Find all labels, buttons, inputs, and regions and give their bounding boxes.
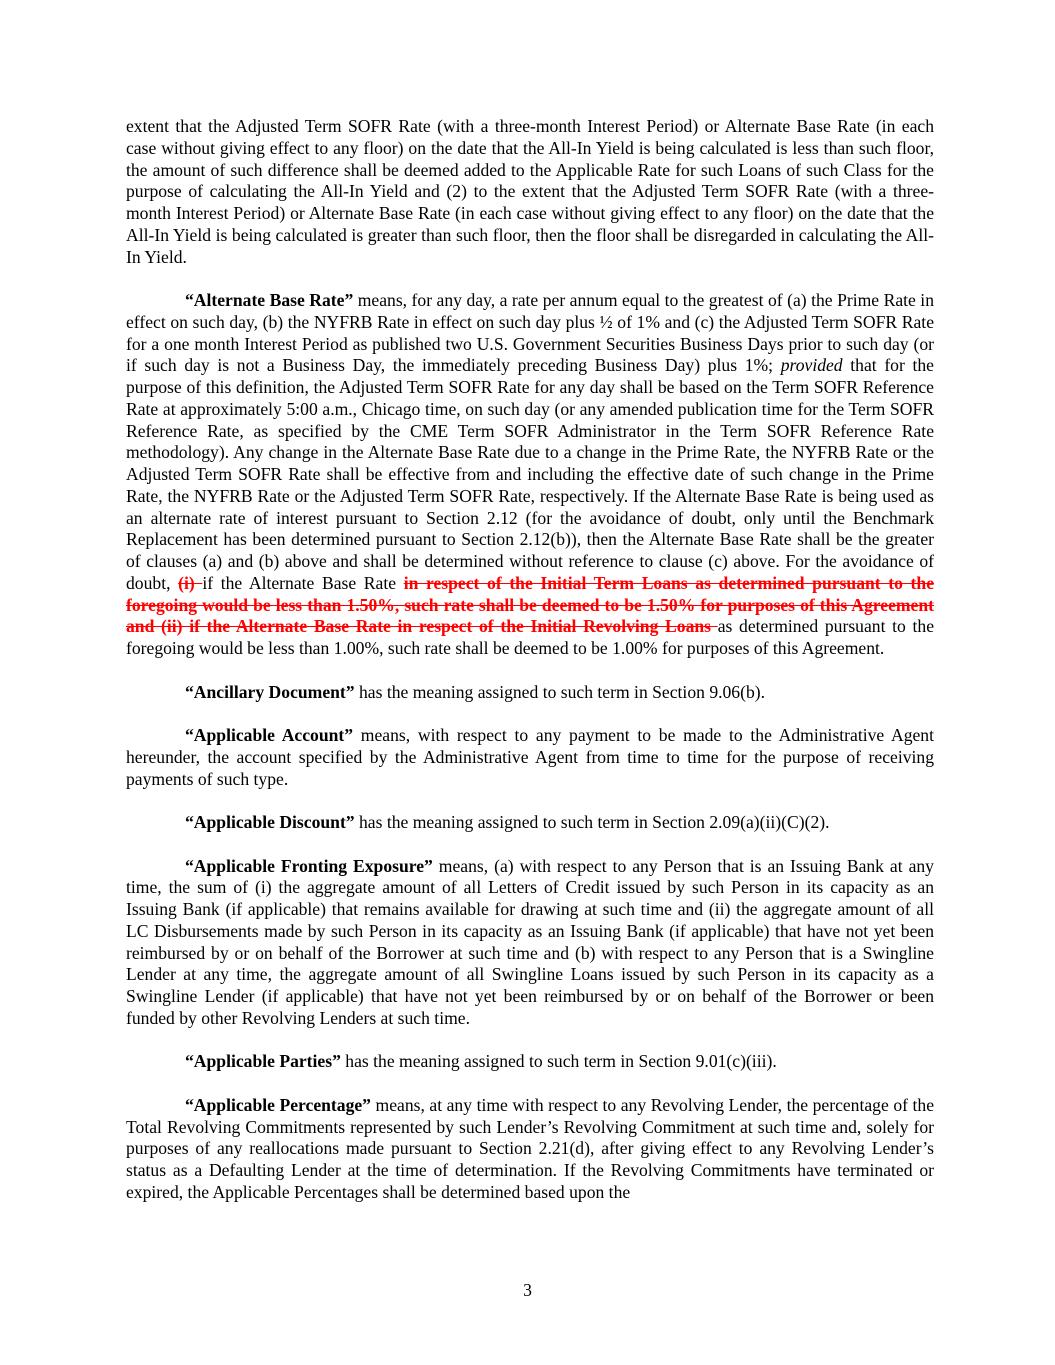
paragraph-def-applicable-percentage <box>126 1095 934 1204</box>
text-run: “Applicable Parties” <box>185 1051 341 1072</box>
text-run: as determined pursuant to the foregoing would be less than 1.00%, such rate shall be deemed to be 1.00% for purposes of this Agreement. <box>126 616 934 658</box>
page-number: 3 <box>523 1280 532 1300</box>
paragraph-def-applicable-fronting-exposure <box>126 856 934 1030</box>
redline-struck-text: in respect of the Initial Term Loans as determined pursuant to the foregoing would be less than 1.50%, such rate shall be deemed to be 1.50% for purposes of this Agreement and (ii) if the Alternate Base Rate in respect of the Initial Revolving Loans <box>126 572 935 637</box>
paragraph-def-ancillary-document <box>126 682 934 704</box>
text-run: has the meaning assigned to such term in Section 9.01(c)(iii). <box>340 1051 777 1072</box>
text-run: means, (a) with respect to any Person that is an Issuing Bank at any time, the sum of (i) the aggregate amount of all Letters of Credit issued by such Person in its capacity as an Issuing Bank (if applicable) that remains available for drawing at such time and (ii) the aggregate amount of all LC Disbursements made by such Person in its capacity as an Issuing Bank (if applicable) that have not yet been reimbursed by or on behalf of the Borrower at such time and (b) with respect to any Person that is a Swingline Lender at any time, the aggregate amount of all Swingline Loans issued by such Person in its capacity as a Swingline Lender (if applicable) that have not yet been reimbursed by or on behalf of the Borrower or been funded by other Revolving Lenders at such time. <box>126 855 934 1028</box>
paragraph-def-applicable-account <box>126 725 934 790</box>
text-run: “Applicable Fronting Exposure” <box>185 855 433 876</box>
paragraph-def-alternate-base-rate <box>126 290 934 660</box>
paragraph-continuation-all-in-yield <box>126 116 934 268</box>
text-run: “Applicable Account” <box>185 725 354 745</box>
text-run: has the meaning assigned to such term in Section 2.09(a)(ii)(C)(2). <box>354 812 830 832</box>
text-run: has the meaning assigned to such term in Section 9.06(b). <box>354 681 766 702</box>
redline-struck-text: (i) <box>178 572 203 593</box>
text-run: provided <box>780 355 843 376</box>
text-run: that for the purpose of this definition, the Adjusted Term SOFR Rate for any day shall be based on the Term SOFR Reference Rate at approximately 5:00 a.m., Chicago time, on such day (or any amended publication time for the Term SOFR Reference Rate, as specified by the CME Term SOFR Administrator in the Term SOFR Reference Rate methodology). Any change in the Alternate Base Rate due to a change in the Prime Rate, the NYFRB Rate or the Adjusted Term SOFR Rate shall be effective from and including the effective date of such change in the Prime Rate, the NYFRB Rate or the Adjusted Term SOFR Rate, respectively. If the Alternate Base Rate is being used as an alternate rate of interest pursuant to Section 2.12 (for the avoidance of doubt, only until the Benchmark Replacement has been determined pursuant to Section 2.12(b)), then the Alternate Base Rate shall be the greater of clauses (a) and (b) above and shall be determined without reference to clause (c) above. For the avoidance of doubt, <box>126 355 934 593</box>
text-run: “Ancillary Document” <box>185 681 355 702</box>
text-run: extent that the Adjusted Term SOFR Rate (with a three-month Interest Period) or Alternate Base Rate (in each case without giving effect to any floor) on the date that the All-In Yield is being calculated is less than such floor, the amount of such difference shall be deemed added to the Applicable Rate for such Loans of such Class for the purpose of calculating the All-In Yield and (2) to the extent that the Adjusted Term SOFR Rate (with a three-month Interest Period) or Alternate Base Rate (in each case without giving effect to any floor) on the date that the All-In Yield is being calculated is greater than such floor, then the floor shall be disregarded in calculating the All-In Yield. <box>126 116 934 267</box>
text-run: “Applicable Discount” <box>185 812 355 832</box>
paragraph-def-applicable-parties <box>126 1051 934 1073</box>
text-run: means, for any day, a rate per annum equal to the greatest of (a) the Prime Rate in effect on such day, (b) the NYFRB Rate in effect on such day plus ½ of 1% and (c) the Adjusted Term SOFR Rate for a one month Interest Period as published two U.S. Government Securities Business Days prior to such day (or if such day is not a Business Day, the immediately preceding Business Day) plus 1%; <box>126 290 934 376</box>
text-run: if the Alternate Base Rate <box>202 572 404 593</box>
document-body-text <box>126 116 934 1225</box>
text-run: means, at any time with respect to any Revolving Lender, the percentage of the Total Revolving Commitments represented by such Lender’s Revolving Commitment at such time and, solely for purposes of any reallocations made pursuant to Section 2.21(d), after giving effect to any Revolving Lender’s status as a Defaulting Lender at the time of determination. If the Revolving Commitments have terminated or expired, the Applicable Percentages shall be determined based upon the <box>126 1094 934 1202</box>
text-run: “Applicable Percentage” <box>185 1094 371 1115</box>
text-run: “Alternate Base Rate” <box>185 290 354 310</box>
paragraph-def-applicable-discount <box>126 812 934 834</box>
text-run: means, with respect to any payment to be made to the Administrative Agent hereunder, the account specified by the Administrative Agent from time to time for the purpose of receiving payments of such type. <box>126 725 934 789</box>
